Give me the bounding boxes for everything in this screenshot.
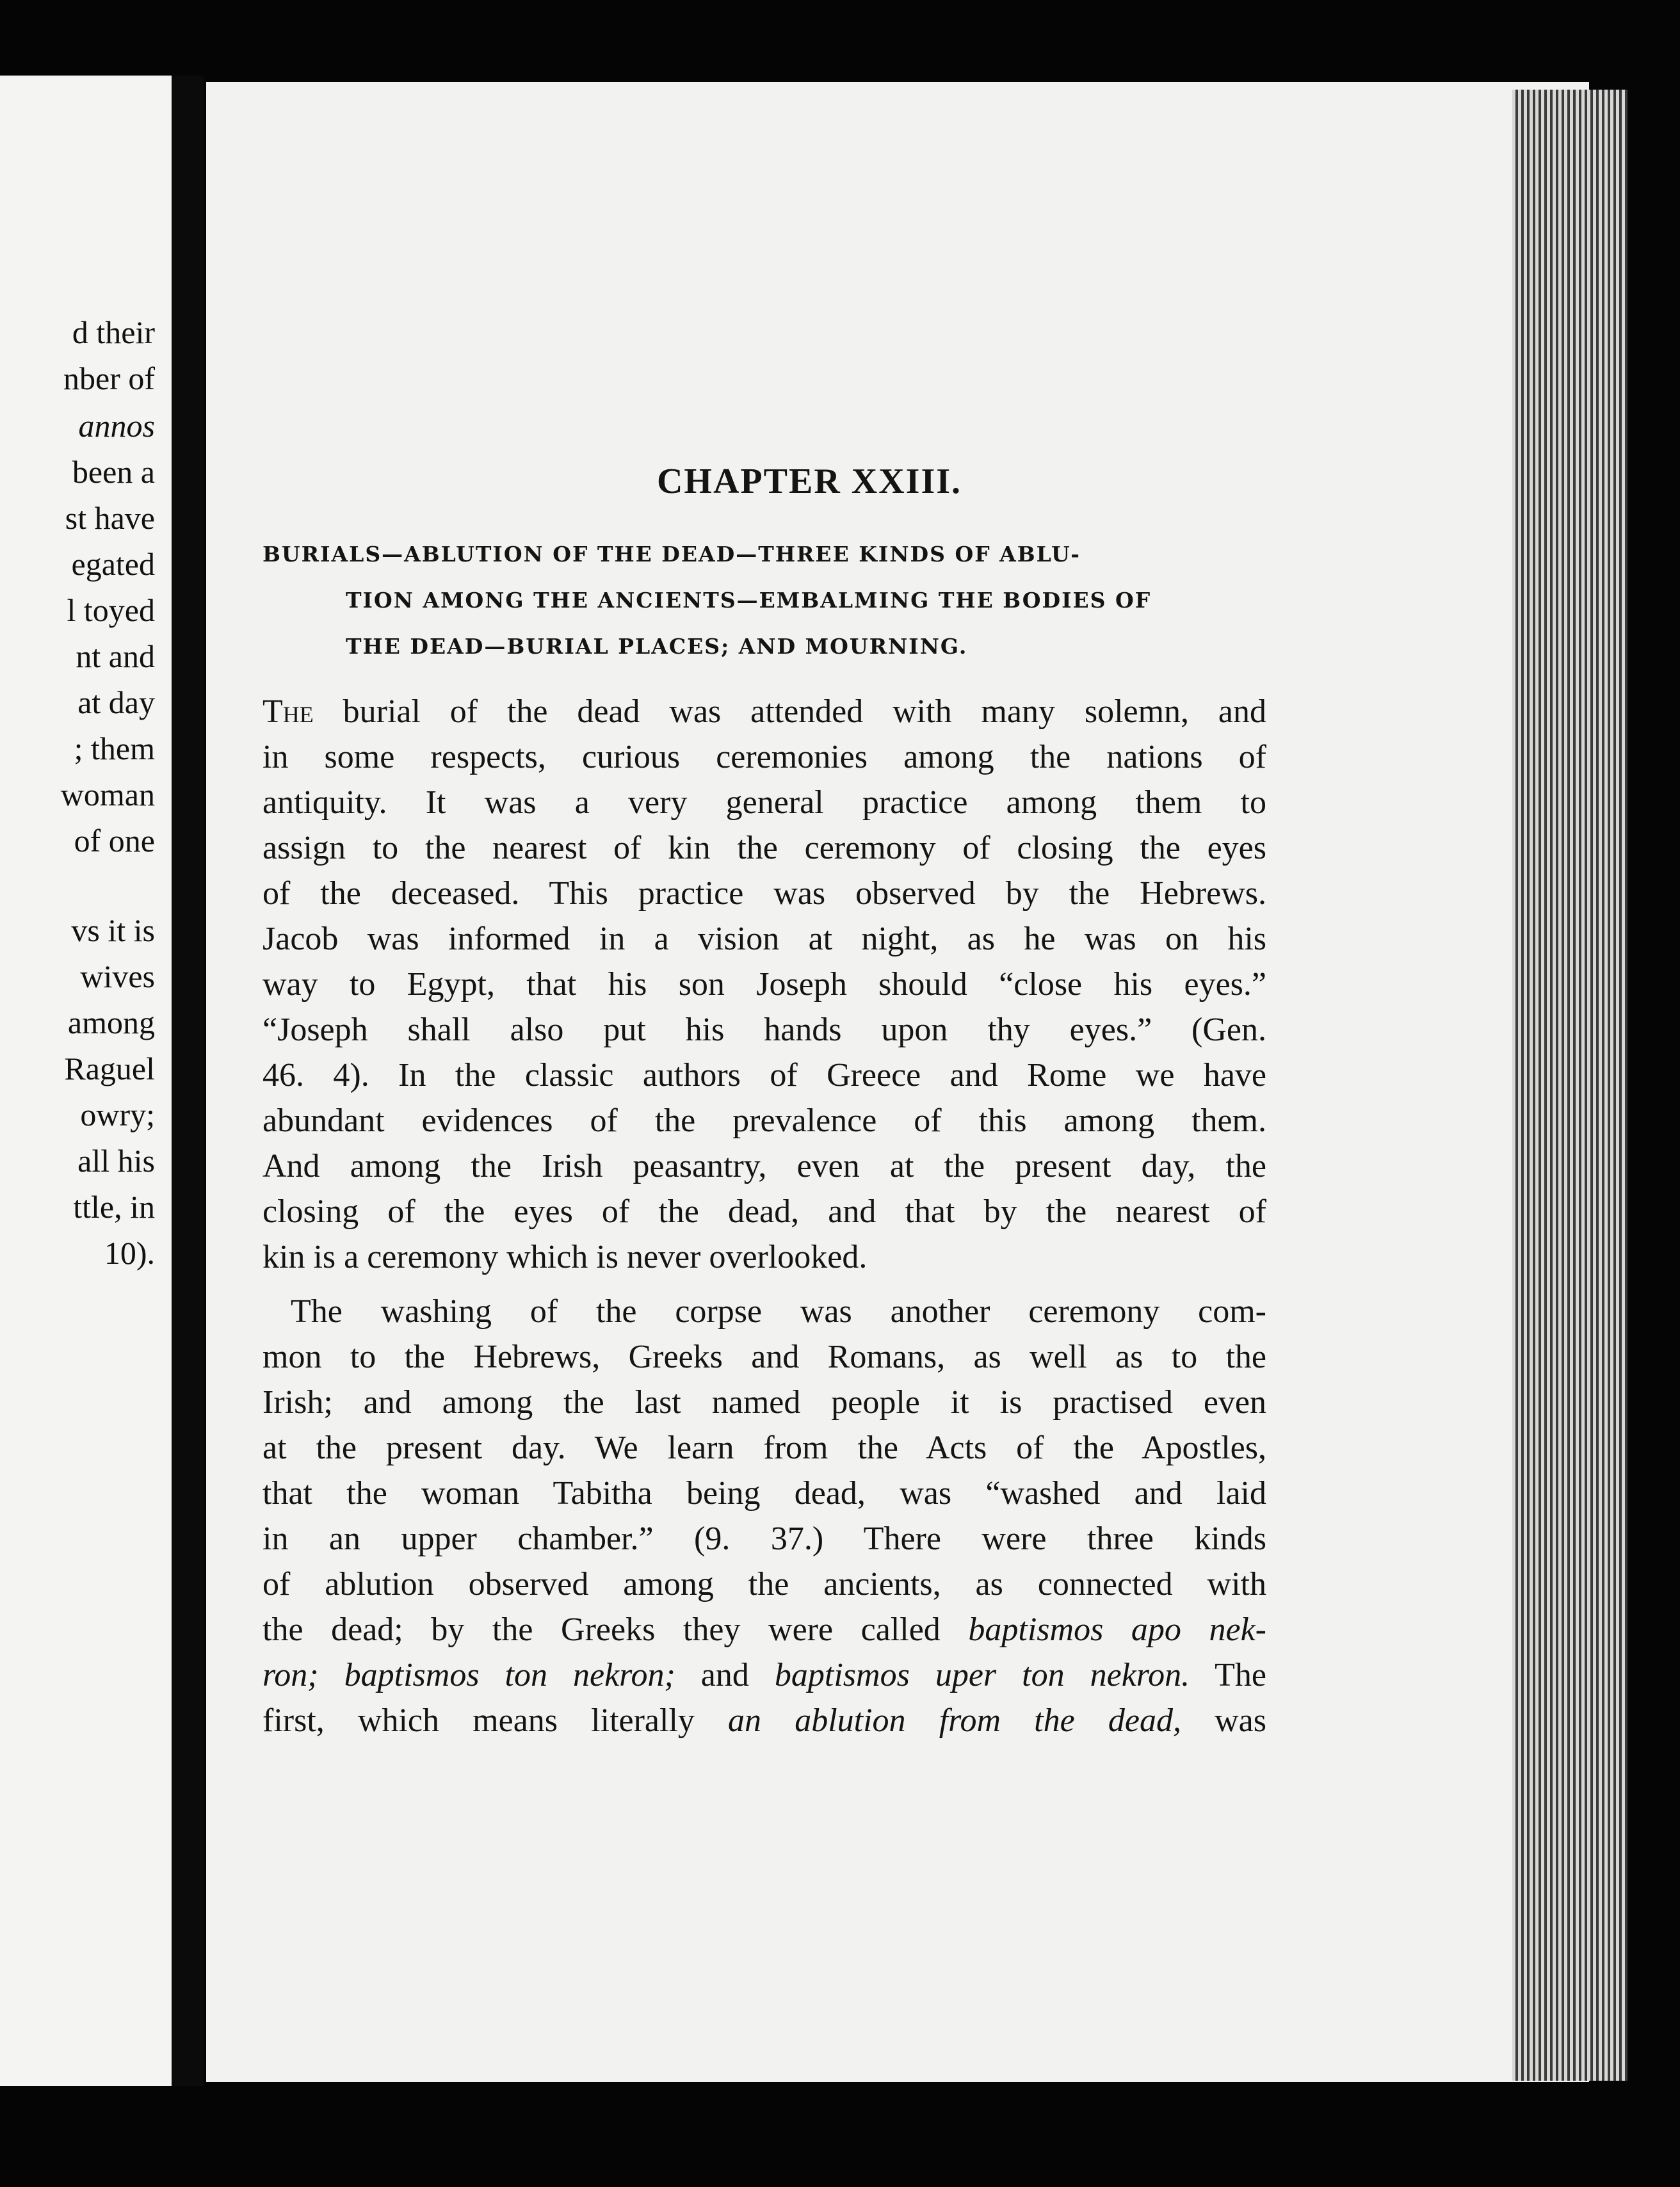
summary-line: BURIALS—ABLUTION OF THE DEAD—THREE KINDS OF ABLU-: [262, 542, 1081, 567]
text-line: antiquity. It was a very general practice among them to: [262, 784, 1266, 821]
text-run: the dead; by the Greeks they were called: [262, 1611, 969, 1648]
left-page-fragment: st have: [65, 500, 155, 536]
text-run: and: [675, 1657, 775, 1693]
left-page-fragment: d their: [72, 314, 155, 350]
text-line: at the present day. We learn from the Acts of the Apostles,: [262, 1430, 1266, 1466]
text-line: Irish; and among the last named people it is practised even: [262, 1384, 1266, 1421]
text-line: assign to the nearest of kin the ceremony of closing the eyes: [262, 830, 1266, 866]
text-line: burial of the dead was attended with many solemn, and: [313, 693, 1266, 730]
text-line: in an upper chamber.” (9. 37.) There were three kinds: [262, 1521, 1266, 1557]
left-page-fragment: wives: [80, 958, 155, 994]
page-edges: [1512, 90, 1628, 2081]
left-page-fragment: l toyed: [67, 592, 155, 628]
text-line: closing of the eyes of the dead, and that by the nearest of: [262, 1193, 1266, 1230]
left-page-fragment: nt and: [76, 638, 155, 674]
text-line: [262, 1652, 1266, 1698]
text-line: Jacob was informed in a vision at night, as he was on his: [262, 921, 1266, 957]
left-page-fragment: at day: [77, 684, 155, 720]
left-page-fragment: woman: [60, 777, 155, 812]
left-page-fragment: annos: [78, 408, 155, 444]
summary-line: THE DEAD—BURIAL PLACES; AND MOURNING.: [346, 634, 968, 659]
chapter-summary: [262, 531, 1266, 670]
paragraph-2: [262, 1289, 1266, 1743]
paragraph-1: [262, 689, 1266, 1280]
text-line: The washing of the corpse was another ceremony com-: [291, 1293, 1266, 1330]
text-line: And among the Irish peasantry, even at the present day, the: [262, 1148, 1266, 1184]
text-line: kin is a ceremony which is never overlooked.: [262, 1239, 868, 1275]
left-page-fragment: vs it is: [71, 912, 155, 948]
text-line: mon to the Hebrews, Greeks and Romans, as well as to the: [262, 1339, 1266, 1375]
left-page-fragment: among: [67, 1005, 155, 1040]
left-page-fragment: of one: [74, 823, 155, 859]
italic-term: baptismos uper ton nekron.: [774, 1657, 1190, 1693]
text-line: of ablution observed among the ancients, as connected with: [262, 1566, 1266, 1602]
text-line: [262, 1698, 1266, 1743]
text-run: first, which means literally: [262, 1702, 729, 1739]
text-line: abundant evidences of the prevalence of this among them.: [262, 1102, 1266, 1139]
italic-term: baptismos apo nek-: [968, 1611, 1266, 1648]
left-page-fragment: nber of: [63, 360, 155, 396]
summary-line: TION AMONG THE ANCIENTS—EMBALMING THE BODIES OF: [346, 588, 1152, 613]
left-page-fragment: owry;: [80, 1097, 155, 1133]
text-line: “Joseph shall also put his hands upon thy eyes.” (Gen.: [262, 1012, 1266, 1048]
left-page-fragment: been a: [72, 454, 155, 490]
left-page-fragment: ; them: [74, 730, 155, 766]
text-run: was: [1181, 1702, 1266, 1739]
text-line: [262, 1607, 1266, 1652]
italic-term: ron; baptismos ton nekron;: [262, 1657, 675, 1693]
left-page-fragment: Raguel: [64, 1051, 155, 1086]
left-page-fragment: ttle, in: [73, 1189, 155, 1225]
left-page-fragment: 10).: [104, 1235, 155, 1271]
book-gutter: [172, 76, 204, 2086]
page-content: [262, 461, 1266, 1752]
text-line: in some respects, curious ceremonies among the nations of: [262, 739, 1266, 775]
text-run: The: [1190, 1657, 1266, 1693]
text-line: that the woman Tabitha being dead, was “washed and laid: [262, 1475, 1266, 1512]
italic-term: an ablution from the dead,: [728, 1702, 1181, 1739]
text-line: way to Egypt, that his son Joseph should “close his eyes.”: [262, 966, 1266, 1003]
text-line: 46. 4). In the classic authors of Greece and Rome we have: [262, 1057, 1266, 1094]
text-line: of the deceased. This practice was observed by the Hebrews.: [262, 875, 1266, 912]
chapter-title: CHAPTER XXIII.: [656, 462, 962, 501]
drop-lead-word: The: [262, 693, 314, 730]
left-page-fragment: egated: [71, 546, 155, 582]
left-page-fragment: all his: [77, 1143, 155, 1179]
